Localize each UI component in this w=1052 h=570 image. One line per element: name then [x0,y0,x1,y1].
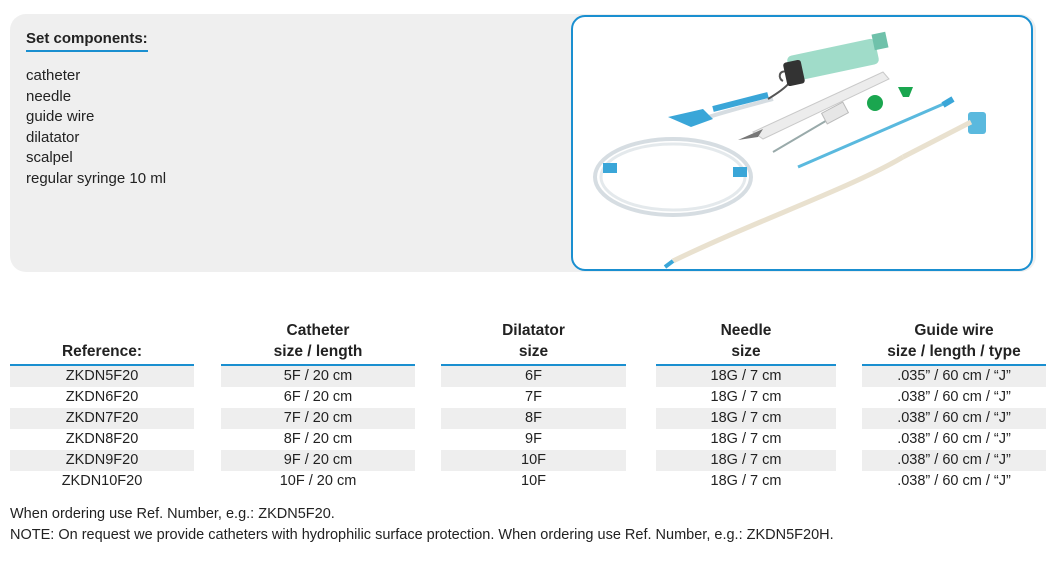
table-row [10,387,1046,408]
cell-dilatator: 7F [525,389,542,405]
hydrophilic-note: NOTE: On request we provide catheters with hydrophilic surface protection. When ordering use Ref. Number, e.g.: ZKDN5F20H. [10,527,834,543]
clamp-right [733,167,747,177]
catheter-kit-illustration [573,17,1033,271]
components-list [26,66,166,190]
component-item: dilatator [26,128,80,146]
cell-needle: 18G / 7 cm [710,389,782,405]
table-row [10,471,1046,492]
table-row [10,450,1046,471]
product-photo [571,15,1033,271]
cell-dilatator: 9F [525,431,542,447]
green-cap [867,95,883,111]
cell-reference: ZKDN5F20 [10,366,194,387]
cell-dilatator: 8F [441,408,626,429]
cell-catheter: 9F / 20 cm [221,450,415,471]
cell-reference: ZKDN8F20 [65,431,139,447]
component-item: regular syringe 10 ml [26,169,167,187]
cell-guide-wire: .035” / 60 cm / “J” [862,366,1046,387]
table-row [10,429,1046,450]
header-catheter: Catheter size / length [221,320,415,366]
cell-guide-wire: .038” / 60 cm / “J” [897,431,1011,447]
component-item: catheter [26,67,81,84]
set-components [26,30,166,190]
cell-needle: 18G / 7 cm [710,473,782,489]
header-guide-wire: Guide wire size / length / type [862,320,1046,366]
dilatator-tip [943,99,953,105]
tubing-coil [595,139,751,215]
cell-catheter: 7F / 20 cm [221,408,415,429]
table-row [10,408,1046,429]
catheter-tip [665,261,673,267]
ordering-note: When ordering use Ref. Number, e.g.: ZKDN5F20. [10,506,335,522]
cell-guide-wire: .038” / 60 cm / “J” [897,389,1011,405]
header-reference: Reference: [10,320,194,366]
tubing-coil-inner [601,144,745,210]
cell-guide-wire: .038” / 60 cm / “J” [897,473,1011,489]
catheter-proximal [903,122,971,157]
cell-needle: 18G / 7 cm [710,431,782,447]
cell-catheter: 5F / 20 cm [221,366,415,387]
cell-reference: ZKDN6F20 [65,389,139,405]
component-item: needle [26,87,72,105]
ordering-notes [10,504,834,546]
cell-dilatator: 10F [521,473,546,489]
component-item: scalpel [26,149,73,167]
cell-guide-wire: .038” / 60 cm / “J” [862,450,1046,471]
cell-reference: ZKDN9F20 [10,450,194,471]
catheter-hub [668,109,713,127]
catheter-shaft [673,157,903,261]
component-item: guide wire [26,108,95,126]
cell-needle: 18G / 7 cm [656,408,836,429]
green-clamp [898,87,913,97]
set-components-title: Set components: [26,30,148,52]
cell-catheter: 10F / 20 cm [279,473,357,489]
cell-catheter: 8F / 20 cm [283,431,353,447]
header-dilatator: Dilatator size [441,320,626,366]
clamp-left [603,163,617,173]
cell-dilatator: 10F [441,450,626,471]
ordering-table [10,320,1046,492]
table-row [10,366,1046,387]
cell-catheter: 6F / 20 cm [283,389,353,405]
cell-reference: ZKDN7F20 [10,408,194,429]
cell-needle: 18G / 7 cm [656,450,836,471]
cell-reference: ZKDN10F20 [61,473,143,489]
header-needle: Needle size [656,320,836,366]
cell-needle: 18G / 7 cm [656,366,836,387]
cell-guide-wire: .038” / 60 cm / “J” [862,408,1046,429]
cell-dilatator: 6F [441,366,626,387]
